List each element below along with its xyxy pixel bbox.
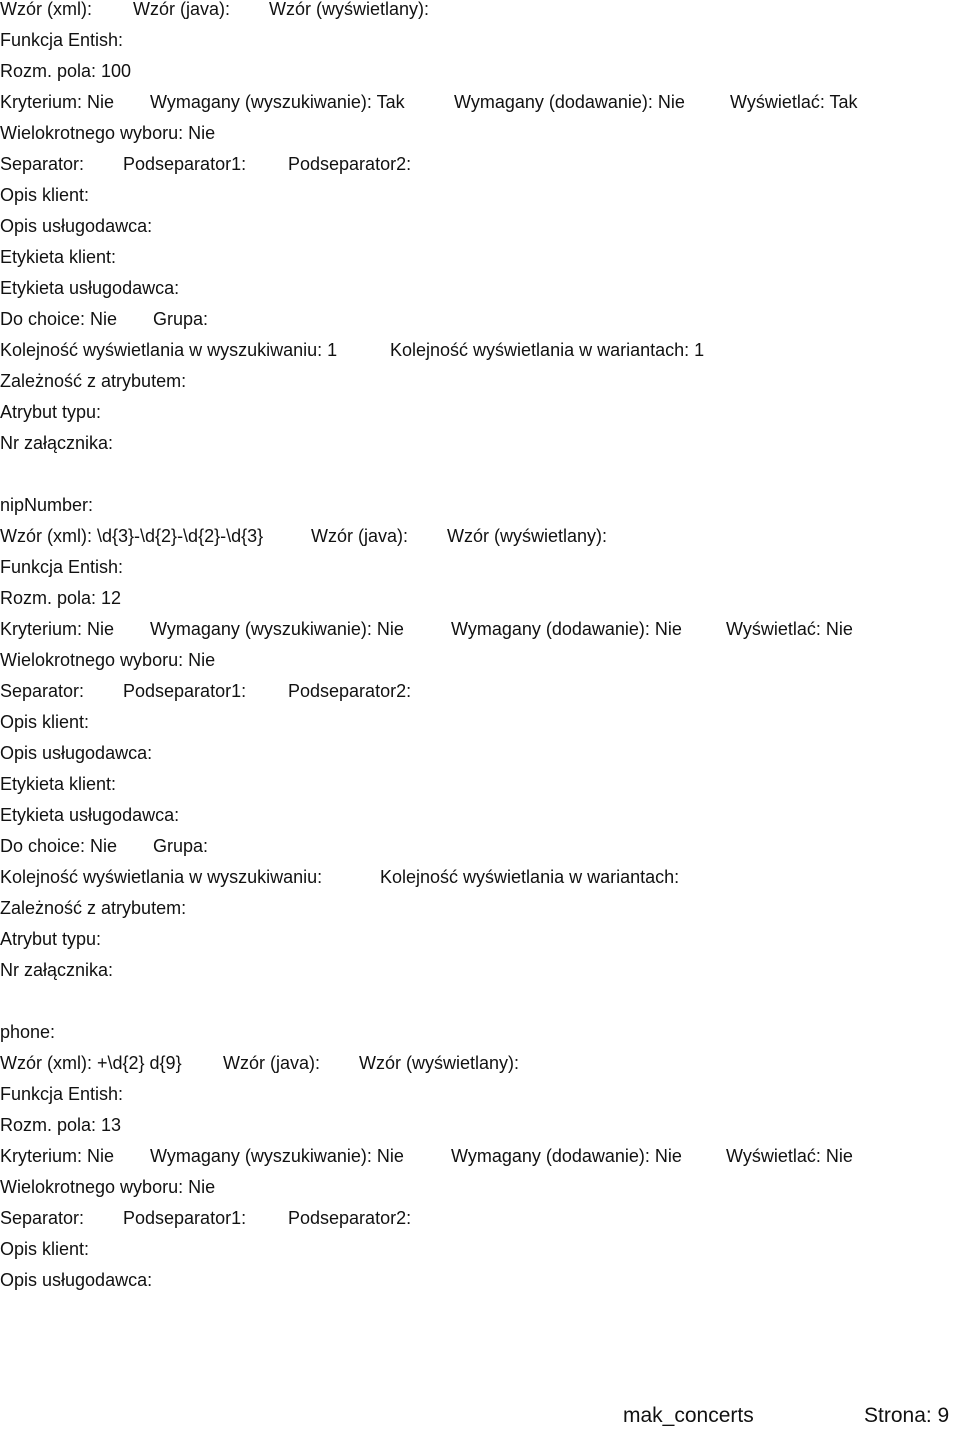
field-text: Etykieta usługodawca: xyxy=(0,278,180,298)
field-text: Podseparator1: xyxy=(123,681,247,701)
field-text: Wymagany (wyszukiwanie): Nie xyxy=(150,619,404,639)
section-title-text: phone: xyxy=(0,1022,56,1042)
field-text: Kryterium: Nie xyxy=(0,92,115,112)
field-text: Wzór (wyświetlany): xyxy=(447,526,608,546)
field-text: Wielokrotnego wyboru: Nie xyxy=(0,1177,216,1197)
field-text: Kolejność wyświetlania w wariantach: xyxy=(380,867,680,887)
field-text: Wzór (wyświetlany): xyxy=(359,1053,520,1073)
field-text: Do choice: Nie xyxy=(0,836,118,856)
field-text: Funkcja Entish: xyxy=(0,557,124,577)
field-text: Separator: xyxy=(0,681,85,701)
field-text: Zależność z atrybutem: xyxy=(0,371,187,391)
field-text: Funkcja Entish: xyxy=(0,1084,124,1104)
field-text: Wymagany (wyszukiwanie): Nie xyxy=(150,1146,404,1166)
field-text: Etykieta klient: xyxy=(0,247,117,267)
field-text: Podseparator2: xyxy=(288,1208,412,1228)
field-text: Wzór (java): xyxy=(311,526,409,546)
field-text: Wyświetlać: Nie xyxy=(726,619,853,639)
field-text: Grupa: xyxy=(153,836,209,856)
footer-author: mak_concerts xyxy=(623,1404,754,1427)
field-text: Funkcja Entish: xyxy=(0,30,124,50)
field-text: Podseparator2: xyxy=(288,154,412,174)
field-text: Rozm. pola: 13 xyxy=(0,1115,122,1135)
field-text: Separator: xyxy=(0,154,85,174)
field-text: Wielokrotnego wyboru: Nie xyxy=(0,123,216,143)
field-text: Wyświetlać: Nie xyxy=(726,1146,853,1166)
field-text: Wzór (java): xyxy=(223,1053,321,1073)
field-text: Wzór (xml): \d{3}-\d{2}-\d{2}-\d{3} xyxy=(0,526,264,546)
field-text: Opis klient: xyxy=(0,1239,90,1259)
field-text: Wymagany (dodawanie): Nie xyxy=(451,619,682,639)
field-text: Wyświetlać: Tak xyxy=(730,92,858,112)
footer-page-number: Strona: 9 xyxy=(864,1404,950,1427)
field-text: Wymagany (dodawanie): Nie xyxy=(451,1146,682,1166)
field-text: Wzór (xml): +\d{2} d{9} xyxy=(0,1053,182,1073)
field-text: Podseparator1: xyxy=(123,1208,247,1228)
field-text: Opis klient: xyxy=(0,185,90,205)
field-text: Opis usługodawca: xyxy=(0,1270,153,1290)
field-text: Nr załącznika: xyxy=(0,960,114,980)
field-text: Grupa: xyxy=(153,309,209,329)
field-text: Opis usługodawca: xyxy=(0,743,153,763)
field-text: Wymagany (dodawanie): Nie xyxy=(454,92,685,112)
field-text: Wzór (xml): xyxy=(0,0,92,19)
field-text: Wzór (wyświetlany): xyxy=(269,0,430,19)
field-text: Kryterium: Nie xyxy=(0,619,115,639)
field-text: Wielokrotnego wyboru: Nie xyxy=(0,650,216,670)
field-text: Nr załącznika: xyxy=(0,433,114,453)
field-text: Atrybut typu: xyxy=(0,402,102,422)
field-text: Opis klient: xyxy=(0,712,90,732)
field-text: Kolejność wyświetlania w wariantach: 1 xyxy=(390,340,705,360)
field-text: Kolejność wyświetlania w wyszukiwaniu: 1 xyxy=(0,340,338,360)
field-text: Rozm. pola: 100 xyxy=(0,61,132,81)
field-text: Etykieta usługodawca: xyxy=(0,805,180,825)
section-title-text: nipNumber: xyxy=(0,495,94,515)
field-text: Kolejność wyświetlania w wyszukiwaniu: xyxy=(0,867,323,887)
field-text: Separator: xyxy=(0,1208,85,1228)
field-text: Podseparator2: xyxy=(288,681,412,701)
field-text: Wzór (java): xyxy=(133,0,231,19)
field-text: Opis usługodawca: xyxy=(0,216,153,236)
field-text: Etykieta klient: xyxy=(0,774,117,794)
field-text: Zależność z atrybutem: xyxy=(0,898,187,918)
field-text: Rozm. pola: 12 xyxy=(0,588,122,608)
field-text: Wymagany (wyszukiwanie): Tak xyxy=(150,92,405,112)
field-text: Atrybut typu: xyxy=(0,929,102,949)
field-text: Podseparator1: xyxy=(123,154,247,174)
field-text: Do choice: Nie xyxy=(0,309,118,329)
field-text: Kryterium: Nie xyxy=(0,1146,115,1166)
